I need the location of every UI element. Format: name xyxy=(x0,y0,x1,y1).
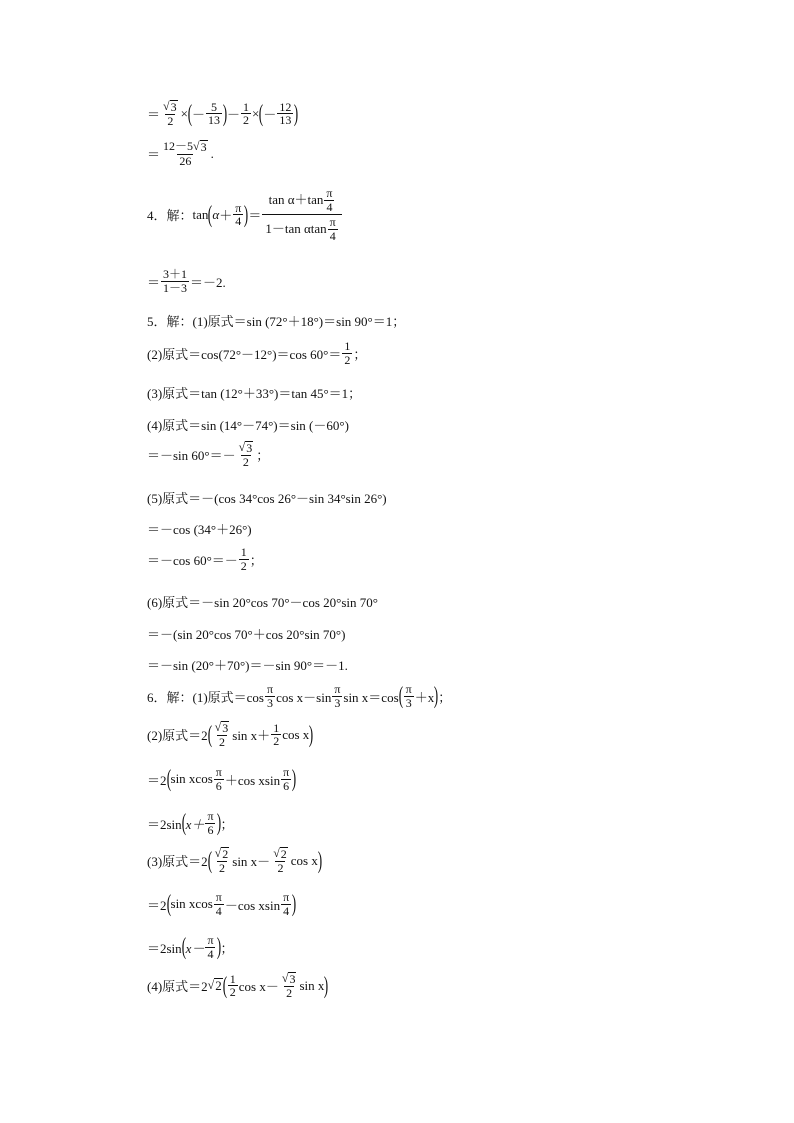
eq-line-6-2c: ＝2sin ( x＋ $\frac{\pi}{6}$ ) ； xyxy=(147,809,234,837)
eq-line-6-2: (2)原式＝2 ( √ 3 2 sin x＋ $\frac{1}{2}$ cos x ) xyxy=(147,720,314,750)
eq-line-5-3: (3)原式＝tan (12°＋33°)＝tan 45°＝1； xyxy=(147,386,362,401)
fraction-sqrt3-over-2: √ 3 2 xyxy=(163,99,177,129)
eq-line-5-5: (5)原式＝－(cos 34°cos 26°－sin 34°sin 26°) xyxy=(147,491,387,506)
tan-sum-fraction: tan α＋tan $\frac{\pi}{4}$ 1－tan αtan $\frac{\pi}{4}$ xyxy=(262,186,341,243)
eq-line-4-solution: 4．解： tan ( α ＋ $\frac{\pi}{4}$ ) ＝ tan α＋tan $\frac{\pi}{4}$ 1－tan αtan $\frac{\pi}{4}$ xyxy=(147,186,343,243)
eq-line-6-4: (4)原式＝2 √ 2 ( $\frac{1}{2}$ cos x－ √ 3 2 sin x ) xyxy=(147,971,329,1001)
eq-line-5-6: (6)原式＝－sin 20°cos 70°－cos 20°sin 70° xyxy=(147,595,378,610)
equals-sign: ＝ xyxy=(147,107,161,123)
fraction-result: 12－5 √ 3 26 xyxy=(163,139,207,169)
eq-line-2: ＝ 12－5 √ 3 26 . xyxy=(147,139,214,169)
fraction-5-13: $\frac{5}{13}$ xyxy=(207,99,220,128)
eq-line-5-2: (2)原式＝cos(72°－12°)＝cos 60°＝ $\frac{1}{2}$ ； xyxy=(147,339,367,367)
eq-line-6-3: (3)原式＝2 ( √ 2 2 sin x－ √ 2 2 cos x ) xyxy=(147,846,323,876)
eq-line-6-2b: ＝2 ( sin xcos $\frac{\pi}{6}$ ＋cos xsin $\frac{\pi}{6}$ ) xyxy=(147,765,297,793)
eq-line-5-6b: ＝－(sin 20°cos 70°＋cos 20°sin 70°) xyxy=(147,627,346,642)
eq-line-6-3c: ＝2sin ( x－ $\frac{\pi}{4}$ ) ； xyxy=(147,933,234,961)
eq-line-1: ＝ √ 3 2 × ( － $\frac{5}{13}$ ) － $\frac{1}{2}$ × ( － $\frac{12}{13}$ ) xyxy=(147,99,299,129)
eq-line-6-3b: ＝2 ( sin xcos $\frac{\pi}{4}$ －cos xsin $\frac{\pi}{4}$ ) xyxy=(147,890,297,918)
eq-line-5-1: 5．解：(1)原式＝sin (72°＋18°)＝sin 90°＝1； xyxy=(147,314,406,329)
eq-line-6-1: 6．解：(1)原式＝cos $\frac{\pi}{3}$ cos x－sin $\frac{\pi}{3}$ sin x＝cos ( $\frac{\pi}{3}$ ＋x ) ； xyxy=(147,682,452,710)
eq-line-5-6c: ＝－sin (20°＋70°)＝－sin 90°＝－1. xyxy=(147,658,348,673)
fraction-1-2: $\frac{1}{2}$ xyxy=(242,99,249,128)
eq-line-5-4b: ＝－sin 60°＝－ √ 3 2 ； xyxy=(147,440,270,470)
eq-line-4-result: ＝ $\frac{3+1}{1-3}$ ＝ －2. xyxy=(147,267,226,295)
eq-line-5-4: (4)原式＝sin (14°－74°)＝sin (－60°) xyxy=(147,418,349,433)
fraction-12-13: $\frac{12}{13}$ xyxy=(279,99,292,128)
eq-line-5-5b: ＝－cos (34°＋26°) xyxy=(147,522,252,537)
eq-line-5-5c: ＝－cos 60°＝－ $\frac{1}{2}$ ； xyxy=(147,545,263,573)
